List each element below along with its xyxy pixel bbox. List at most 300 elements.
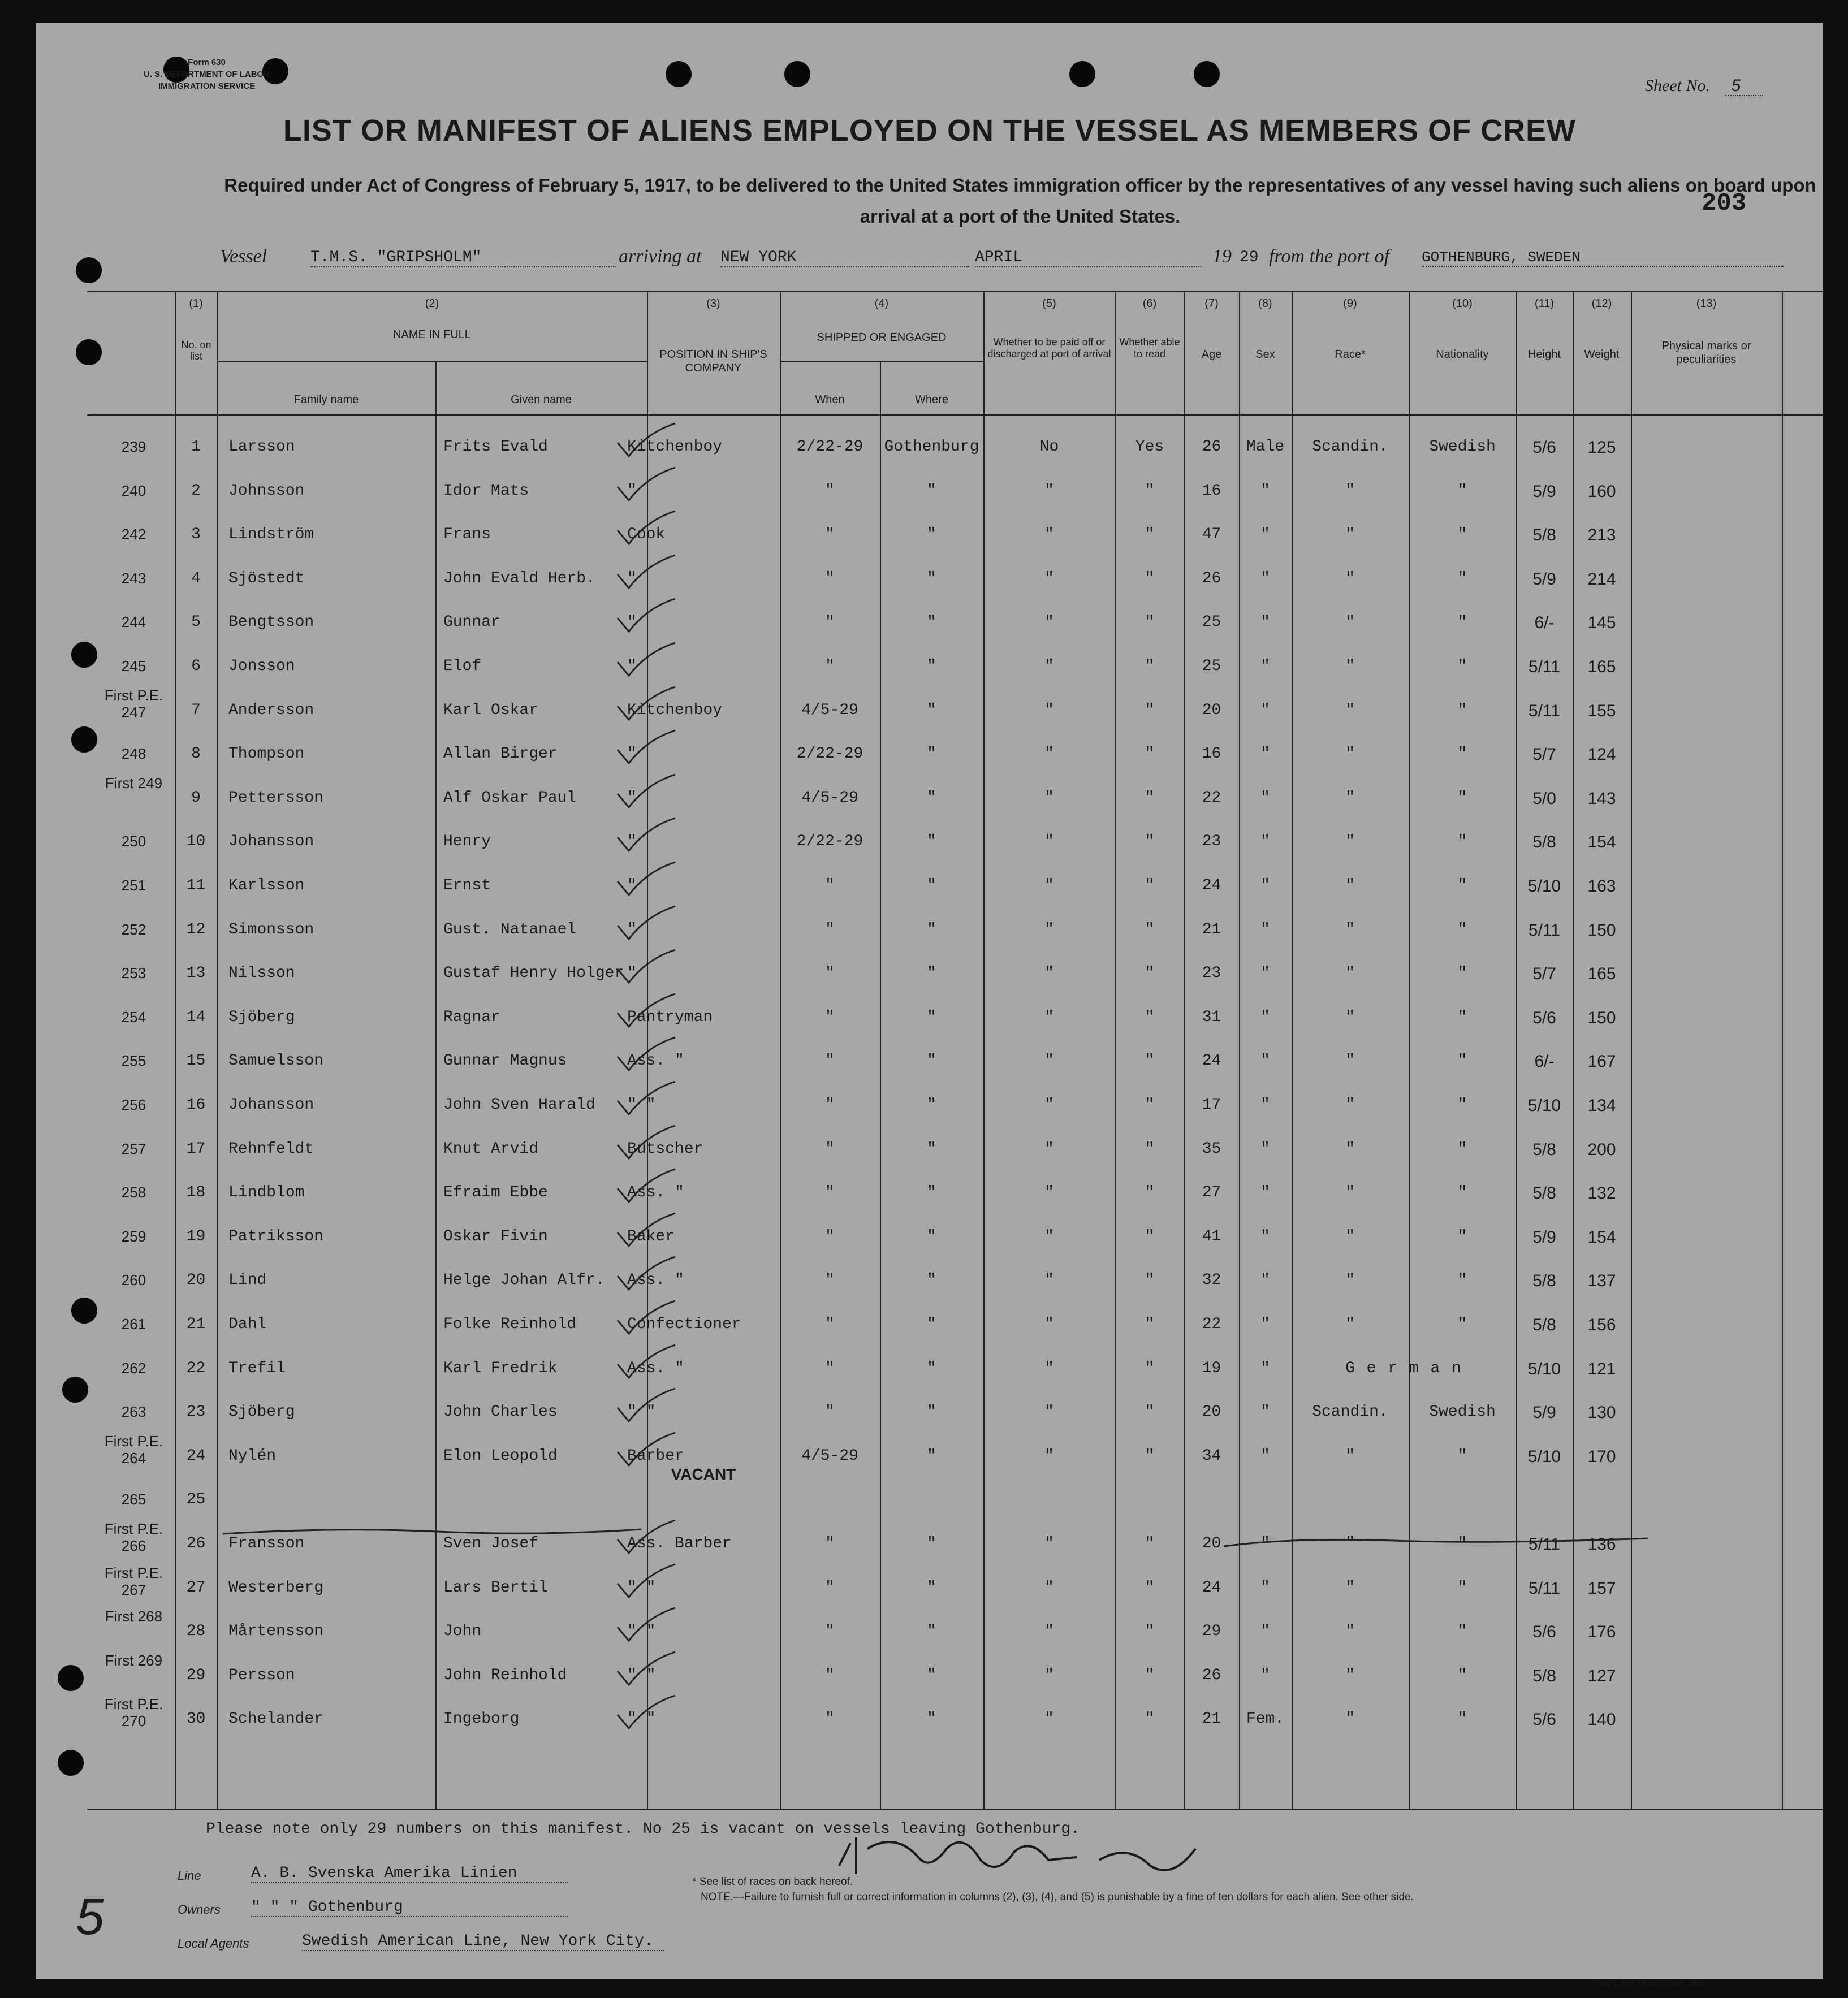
handwritten-page-number: 5 xyxy=(76,1889,105,1945)
family-name: Sjöberg xyxy=(228,1403,295,1421)
from-port-label: from the port of xyxy=(1269,246,1390,267)
given-name: Efraim Ebbe xyxy=(443,1184,548,1202)
margin-number: 255 xyxy=(121,1052,146,1070)
weight: 165 xyxy=(1587,658,1616,676)
nationality: Swedish xyxy=(1429,1403,1496,1421)
age: 32 xyxy=(1202,1272,1221,1290)
family-name: Nilsson xyxy=(228,965,295,983)
sex: " xyxy=(1260,833,1270,851)
height: 5/11 xyxy=(1528,701,1561,720)
age: 31 xyxy=(1202,1008,1221,1026)
check-mark xyxy=(613,1343,681,1382)
shipped-where: " xyxy=(927,877,936,894)
able-to-read: " xyxy=(1145,613,1155,632)
height: 5/8 xyxy=(1532,1316,1556,1334)
row-number: 24 xyxy=(186,1447,206,1465)
nationality: " xyxy=(1457,877,1467,894)
check-mark xyxy=(613,1430,681,1470)
check-mark xyxy=(613,728,681,768)
col-nationality: Nationality xyxy=(1436,348,1489,361)
col-name-in-full: NAME IN FULL xyxy=(393,328,471,341)
margin-number: First P.E. 266 xyxy=(104,1520,163,1554)
punch-hole xyxy=(784,61,810,87)
weight: 154 xyxy=(1587,833,1616,852)
weight: 155 xyxy=(1587,701,1616,720)
race: " xyxy=(1345,1052,1355,1070)
shipped-when: " xyxy=(825,1666,835,1684)
weight: 160 xyxy=(1587,482,1616,501)
family-name: Samuelsson xyxy=(228,1052,324,1070)
nationality: " xyxy=(1457,658,1467,675)
margin-number: 261 xyxy=(121,1316,146,1333)
check-mark xyxy=(613,1255,681,1294)
sex: " xyxy=(1260,569,1270,587)
able-to-read: " xyxy=(1145,526,1155,544)
race: " xyxy=(1345,877,1355,894)
height: 5/9 xyxy=(1532,482,1556,501)
col10-number: (10) xyxy=(1452,297,1473,310)
sex: " xyxy=(1260,1578,1270,1597)
page-number: 203 xyxy=(1702,189,1747,218)
paid-off: " xyxy=(1044,1666,1054,1684)
col7-number: (7) xyxy=(1204,297,1219,310)
shipped-where: " xyxy=(927,701,936,719)
nationality: " xyxy=(1457,701,1467,719)
departure-port: GOTHENBURG, SWEDEN xyxy=(1422,249,1784,267)
paid-off: " xyxy=(1044,1140,1054,1158)
age: 22 xyxy=(1202,789,1221,807)
height: 6/- xyxy=(1534,1052,1555,1071)
able-to-read: " xyxy=(1145,745,1155,763)
able-to-read: " xyxy=(1145,1710,1155,1728)
shipped-where: " xyxy=(927,658,936,675)
age: 26 xyxy=(1202,438,1221,456)
race: " xyxy=(1345,526,1355,544)
position: " xyxy=(627,613,637,632)
check-mark xyxy=(613,904,681,944)
given-name: Gunnar xyxy=(443,613,500,632)
position: " xyxy=(627,833,637,851)
given-name: John Reinhold xyxy=(443,1666,567,1684)
height: 5/8 xyxy=(1532,1272,1556,1291)
shipped-where: " xyxy=(927,613,936,632)
margin-number: 239 xyxy=(121,438,146,455)
shipped-when: " xyxy=(825,1227,835,1245)
paid-off: " xyxy=(1044,789,1054,807)
weight: 200 xyxy=(1587,1140,1616,1159)
vessel-name: T.M.S. "GRIPSHOLM" xyxy=(310,249,616,267)
family-name: Jonsson xyxy=(228,658,295,675)
sex: " xyxy=(1260,965,1270,983)
shipped-when: " xyxy=(825,965,835,983)
family-name: Andersson xyxy=(228,701,314,719)
col-given-name: Given name xyxy=(511,393,572,406)
family-name: Nylén xyxy=(228,1447,277,1465)
sex: " xyxy=(1260,1227,1270,1245)
race: G e r m a n xyxy=(1345,1359,1462,1377)
age: 24 xyxy=(1202,1052,1221,1070)
row-number: 3 xyxy=(191,526,201,544)
shipped-where: " xyxy=(927,1052,936,1070)
given-name: Henry xyxy=(443,833,491,851)
check-mark xyxy=(613,772,681,812)
height: 5/9 xyxy=(1532,1227,1556,1247)
col-paid-off: Whether to be paid off or discharged at port of arrival xyxy=(987,336,1111,360)
check-mark xyxy=(613,1693,681,1733)
sheet-number xyxy=(1645,76,1763,96)
row-number: 4 xyxy=(191,569,201,587)
shipped-when: 2/22-29 xyxy=(796,745,863,763)
age: 34 xyxy=(1202,1447,1221,1465)
weight: 165 xyxy=(1587,965,1616,984)
col-where: Where xyxy=(915,393,948,406)
arrival-port: NEW YORK xyxy=(720,249,969,267)
age: 47 xyxy=(1202,526,1221,544)
paid-off: " xyxy=(1044,482,1054,500)
sex: " xyxy=(1260,658,1270,675)
row-number: 28 xyxy=(186,1623,206,1641)
margin-number: 243 xyxy=(121,569,146,587)
nationality: " xyxy=(1457,569,1467,587)
margin-number: First P.E. 270 xyxy=(104,1696,163,1730)
weight: 140 xyxy=(1587,1710,1616,1729)
sex: " xyxy=(1260,1184,1270,1202)
check-mark xyxy=(613,509,681,548)
given-name: John xyxy=(443,1623,482,1641)
paid-off: " xyxy=(1044,1272,1054,1290)
shipped-when: 4/5-29 xyxy=(801,1447,858,1465)
check-mark xyxy=(613,1386,681,1426)
row-number: 14 xyxy=(186,1008,206,1026)
able-to-read: " xyxy=(1145,920,1155,939)
check-mark xyxy=(613,553,681,593)
given-name: Gust. Natanael xyxy=(443,920,577,939)
height: 5/7 xyxy=(1532,965,1556,984)
agents-label: Local Agents xyxy=(178,1936,249,1951)
able-to-read: " xyxy=(1145,1359,1155,1377)
weight: 125 xyxy=(1587,438,1616,457)
check-mark xyxy=(613,948,681,987)
position: " xyxy=(627,482,637,500)
age: 29 xyxy=(1202,1623,1221,1641)
shipped-where: " xyxy=(927,1140,936,1158)
family-name: Sjöberg xyxy=(228,1008,295,1026)
col11-number: (11) xyxy=(1534,297,1555,310)
nationality: " xyxy=(1457,1227,1467,1245)
race: Scandin. xyxy=(1312,438,1388,456)
shipped-when: " xyxy=(825,482,835,500)
paid-off: " xyxy=(1044,1403,1054,1421)
race: " xyxy=(1345,1666,1355,1684)
height: 5/11 xyxy=(1528,920,1561,940)
family-name: Trefil xyxy=(228,1359,286,1377)
given-name: Sven Josef xyxy=(443,1535,539,1552)
paid-off: " xyxy=(1044,569,1054,587)
given-name: Gunnar Magnus xyxy=(443,1052,567,1070)
margin-number: First P.E. 267 xyxy=(104,1564,163,1598)
margin-number: 265 xyxy=(121,1491,146,1508)
sex: " xyxy=(1260,482,1270,500)
nationality: Swedish xyxy=(1429,438,1496,456)
paid-off: " xyxy=(1044,526,1054,544)
race: Scandin. xyxy=(1312,1403,1388,1421)
col12-number: (12) xyxy=(1591,297,1612,310)
check-mark xyxy=(613,860,681,899)
row-number: 30 xyxy=(186,1710,206,1728)
shipped-where: " xyxy=(927,965,936,983)
page-title: LIST OR MANIFEST OF ALIENS EMPLOYED ON THE VESSEL AS MEMBERS OF CREW xyxy=(283,114,1577,148)
margin-number: 260 xyxy=(121,1272,146,1289)
margin-number: 248 xyxy=(121,745,146,763)
shipped-when: " xyxy=(825,1184,835,1202)
shipped-when: " xyxy=(825,1140,835,1158)
given-name: Karl Oskar xyxy=(443,701,539,719)
family-name: Johansson xyxy=(228,833,314,851)
age: 27 xyxy=(1202,1184,1221,1202)
shipped-when: " xyxy=(825,569,835,587)
height: 5/8 xyxy=(1532,1140,1556,1159)
row-number: 25 xyxy=(186,1491,206,1509)
given-name: Knut Arvid xyxy=(443,1140,539,1158)
able-to-read: " xyxy=(1145,1447,1155,1465)
paid-off: " xyxy=(1044,1535,1054,1552)
age: 24 xyxy=(1202,877,1221,894)
family-name: Dahl xyxy=(228,1316,267,1333)
race: " xyxy=(1345,701,1355,719)
col-weight: Weight xyxy=(1584,348,1620,361)
paid-off: " xyxy=(1044,1052,1054,1070)
vessel-label: Vessel xyxy=(220,246,267,267)
punch-hole xyxy=(1194,61,1220,87)
row-number: 27 xyxy=(186,1578,206,1597)
position: Baker xyxy=(627,1227,675,1245)
race: " xyxy=(1345,1140,1355,1158)
sex: " xyxy=(1260,1359,1270,1377)
col9-number: (9) xyxy=(1343,297,1357,310)
position: Butscher xyxy=(627,1140,703,1158)
row-number: 15 xyxy=(186,1052,206,1070)
able-to-read: " xyxy=(1145,1227,1155,1245)
sex: " xyxy=(1260,701,1270,719)
sex: " xyxy=(1260,526,1270,544)
sex: " xyxy=(1260,613,1270,632)
position: Pantryman xyxy=(627,1008,713,1026)
given-name: Elof xyxy=(443,658,482,675)
weight: 150 xyxy=(1587,920,1616,940)
nationality: " xyxy=(1457,1184,1467,1202)
family-name: Bengtsson xyxy=(228,613,314,632)
col-when: When xyxy=(815,393,845,406)
line-value: A. B. Svenska Amerika Linien xyxy=(251,1865,568,1883)
paid-off: " xyxy=(1044,745,1054,763)
age: 17 xyxy=(1202,1096,1221,1114)
check-mark xyxy=(613,1079,681,1119)
shipped-when: " xyxy=(825,658,835,675)
manifest-sheet xyxy=(36,23,1823,1987)
owners-label: Owners xyxy=(178,1902,221,1917)
weight: 154 xyxy=(1587,1227,1616,1247)
position: Confectioner xyxy=(627,1316,741,1333)
nationality: " xyxy=(1457,1008,1467,1026)
row-number: 8 xyxy=(191,745,201,763)
row-number: 7 xyxy=(191,701,201,719)
shipped-where: " xyxy=(927,569,936,587)
height: 5/7 xyxy=(1532,745,1556,764)
margin-number: 253 xyxy=(121,965,146,982)
able-to-read: " xyxy=(1145,1535,1155,1552)
nationality: " xyxy=(1457,1316,1467,1333)
margin-number: 252 xyxy=(121,920,146,938)
age: 19 xyxy=(1202,1359,1221,1377)
family-name: Sjöstedt xyxy=(228,569,305,587)
paid-off: " xyxy=(1044,1316,1054,1333)
punch-hole xyxy=(1069,61,1095,87)
sex: " xyxy=(1260,1316,1270,1333)
col-no-on-list: No. on list xyxy=(181,339,211,362)
sex: " xyxy=(1260,1140,1270,1158)
margin-number: 240 xyxy=(121,482,146,499)
race: " xyxy=(1345,1008,1355,1026)
race: " xyxy=(1345,1535,1355,1552)
height: 5/6 xyxy=(1532,1008,1556,1027)
margin-number: 245 xyxy=(121,658,146,674)
sex: " xyxy=(1260,745,1270,763)
race: " xyxy=(1345,1447,1355,1465)
age: 22 xyxy=(1202,1316,1221,1333)
vacant-strike-line xyxy=(223,1524,647,1541)
line-label: Line xyxy=(178,1869,201,1883)
weight: 176 xyxy=(1587,1623,1616,1642)
races-footnote: * See list of races on back hereof. xyxy=(692,1876,853,1888)
check-mark xyxy=(613,992,681,1031)
check-mark xyxy=(613,1211,681,1251)
sheet-label: Sheet No. xyxy=(1645,76,1710,95)
shipped-when: " xyxy=(825,877,835,894)
col-age: Age xyxy=(1201,348,1222,361)
age: 21 xyxy=(1202,920,1221,939)
race: " xyxy=(1345,1578,1355,1597)
able-to-read: " xyxy=(1145,1008,1155,1026)
race: " xyxy=(1345,1227,1355,1245)
able-to-read: " xyxy=(1145,877,1155,894)
col13-number: (13) xyxy=(1696,297,1717,310)
given-name: Ingeborg xyxy=(443,1710,520,1728)
shipped-where: " xyxy=(927,1710,936,1728)
margin-number: 259 xyxy=(121,1227,146,1245)
shipped-when: " xyxy=(825,1272,835,1290)
paid-off: " xyxy=(1044,1184,1054,1202)
position: " " xyxy=(627,1710,656,1728)
check-mark xyxy=(613,1562,681,1602)
given-name: Karl Fredrik xyxy=(443,1359,558,1377)
position: Cook xyxy=(627,526,666,544)
shipped-where: " xyxy=(927,833,936,851)
shipped-when: " xyxy=(825,1316,835,1333)
height: 6/- xyxy=(1534,613,1555,633)
check-mark xyxy=(613,685,681,724)
able-to-read: " xyxy=(1145,701,1155,719)
given-name: Elon Leopold xyxy=(443,1447,558,1465)
shipped-when: 2/22-29 xyxy=(796,833,863,851)
nationality: " xyxy=(1457,789,1467,807)
shipped-where: " xyxy=(927,1623,936,1641)
shipped-where: " xyxy=(927,920,936,939)
nationality: " xyxy=(1457,482,1467,500)
shipped-when: 4/5-29 xyxy=(801,789,858,807)
sheet-value: 5 xyxy=(1725,76,1763,96)
punch-hole xyxy=(62,1377,88,1403)
paid-off: " xyxy=(1044,1008,1054,1026)
paid-off: " xyxy=(1044,1447,1054,1465)
shipped-where: " xyxy=(927,1666,936,1684)
position: " " xyxy=(627,1096,656,1114)
given-name: Frans xyxy=(443,526,491,544)
given-name: John Sven Harald xyxy=(443,1096,595,1114)
race: " xyxy=(1345,613,1355,632)
given-name: Idor Mats xyxy=(443,482,529,500)
margin-number: 262 xyxy=(121,1359,146,1377)
row-number: 29 xyxy=(186,1666,206,1684)
given-name: Helge Johan Alfr. xyxy=(443,1272,605,1290)
family-name: Schelander xyxy=(228,1710,324,1728)
punch-hole xyxy=(58,1750,84,1776)
race: " xyxy=(1345,569,1355,587)
shipped-where: " xyxy=(927,1447,936,1465)
manifest-note: Please note only 29 numbers on this manifest. No 25 is vacant on vessels leaving Gothenburg. xyxy=(206,1820,1080,1838)
weight: 137 xyxy=(1587,1272,1616,1291)
punch-hole xyxy=(666,61,692,87)
able-to-read: " xyxy=(1145,1623,1155,1641)
check-mark xyxy=(613,1606,681,1645)
given-name: Gustaf Henry Holger xyxy=(443,965,624,983)
age: 20 xyxy=(1202,1535,1221,1552)
form-print-info: Form L. 34 f. 10,000 ex. okt. 1928. xyxy=(1594,1979,1707,1987)
weight: 132 xyxy=(1587,1184,1616,1203)
margin-number: First 249 xyxy=(105,774,163,792)
shipped-where: " xyxy=(927,1227,936,1245)
weight: 145 xyxy=(1587,613,1616,633)
row-number: 21 xyxy=(186,1316,206,1333)
able-to-read: " xyxy=(1145,482,1155,500)
year-prefix: 19 xyxy=(1212,246,1232,267)
able-to-read: " xyxy=(1145,1184,1155,1202)
family-name: Lindblom xyxy=(228,1184,305,1202)
nationality: " xyxy=(1457,1710,1467,1728)
col4-number: (4) xyxy=(874,297,889,310)
able-to-read: " xyxy=(1145,1578,1155,1597)
race: " xyxy=(1345,745,1355,763)
shipped-where: " xyxy=(927,1272,936,1290)
able-to-read: " xyxy=(1145,1096,1155,1114)
margin-number: 251 xyxy=(121,877,146,894)
paid-off: " xyxy=(1044,1359,1054,1377)
nationality: " xyxy=(1457,1623,1467,1641)
paid-off: " xyxy=(1044,701,1054,719)
owners-value: " " " Gothenburg xyxy=(251,1898,568,1917)
weight: 214 xyxy=(1587,569,1616,589)
paid-off: " xyxy=(1044,1227,1054,1245)
col3-number: (3) xyxy=(706,297,720,310)
able-to-read: " xyxy=(1145,965,1155,983)
row-number: 20 xyxy=(186,1272,206,1290)
weight: 134 xyxy=(1587,1096,1616,1115)
position: VACANT xyxy=(671,1465,736,1484)
row-number: 22 xyxy=(186,1359,206,1377)
margin-number: First 268 xyxy=(105,1608,163,1625)
race: " xyxy=(1345,1710,1355,1728)
paid-off: " xyxy=(1044,1710,1054,1728)
family-name: Johnsson xyxy=(228,482,305,500)
